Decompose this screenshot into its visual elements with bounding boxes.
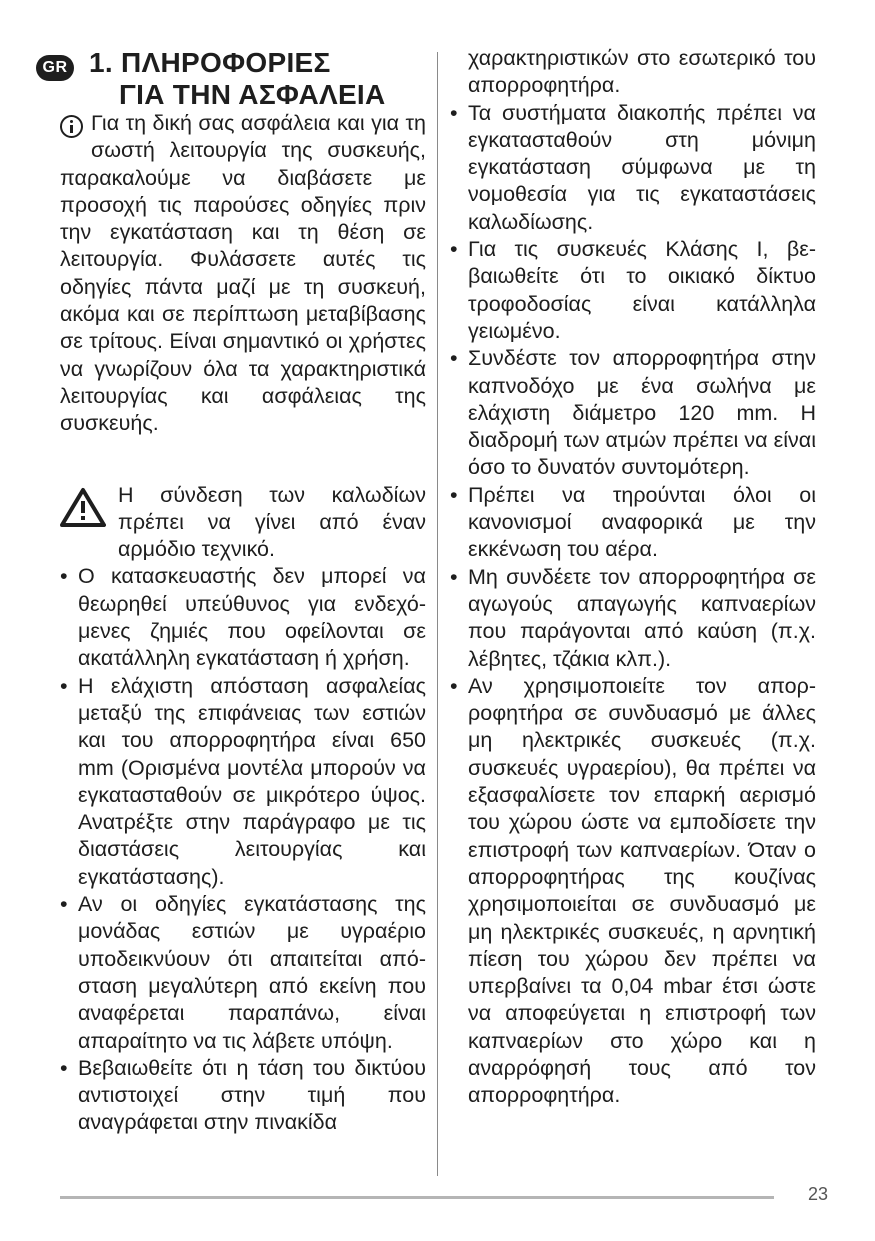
bullet: • [450, 237, 458, 262]
list-item-text: Τα συστήματα διακοπής πρέπει να εγκατασταθούν στη μόνιμη εγκατάσταση σύμφωνα με τη νομοθεσία για τις εγκαταστάσεις καλωδίωσης. [468, 100, 816, 234]
bullet: • [450, 482, 458, 507]
bullet: • [60, 564, 68, 589]
list-item-text: Η ελάχιστη απόσταση ασφαλείας μεταξύ της επιφάνειας των εστιών και του απορροφητήρα είναι 650 mm (Ορισμένα μοντέλα μπορούν να εγκατασταθούν σε μικρότερο ύψος. Ανατρέξτε στην παράγραφο με τις διαστάσεις λειτουργίας και εγκατάστασης). [78, 673, 426, 889]
language-badge: GR [36, 55, 74, 81]
bullet: • [450, 564, 458, 589]
warning-text: Η σύνδεση των καλωδίων πρέπει να γίνει από έναν αρμόδιο τεχνικό. [118, 482, 426, 562]
intro-block [60, 110, 426, 438]
list-item [450, 482, 816, 564]
section-title [89, 47, 419, 111]
list-item [60, 891, 426, 1055]
list-item [60, 563, 426, 672]
list-item [450, 236, 816, 345]
list-item [60, 1055, 426, 1137]
list-item [450, 345, 816, 481]
column-divider [437, 52, 438, 1176]
section-title-line2: ΓΙΑ ΤΗΝ ΑΣΦΑΛΕΙΑ [119, 79, 386, 110]
right-column [450, 45, 816, 1110]
list-item-text: Αν οι οδηγίες εγκατάστασης της μονάδας εστιών με υγραέριο υποδεικνύουν ότι απαιτείται απόσταση μεγαλύτερη από εκείνη που αναφέρεται παραπάνω, είναι απαραίτητο να τις λάβετε υπόψη. [78, 892, 426, 1053]
list-item-text: Πρέπει να τηρούνται όλοι οι κανονισμοί αναφορικά με την εκκένωση του αέρα. [468, 482, 816, 562]
warning-block [60, 482, 426, 564]
list-item [450, 100, 816, 236]
list-item [450, 564, 816, 673]
list-item-text: Για τις συσκευές Κλάσης I, βεβαιωθείτε ότι το οικιακό δίκτυο τροφοδοσίας είναι κατάλληλα γειωμένο. [468, 237, 816, 343]
list-item-text: Αν χρησιμοποιείτε τον απορροφητήρα σε συνδυασμό με άλλες μη ηλεκτρικές συσκευές (π.χ. συσκευές υγραερίου), θα πρέπει να εξασφαλίσετε τον επαρκή αερισμό του χώρου ώστε να εμποδίσετε την επιστροφή των καπναερίων. Όταν ο απορροφητήρας της κουζίνας χρησιμοποιείται σε συνδυασμό με μη ηλεκτρικές συσκευές, η αρνητική πίεση του χώρου δεν πρέπει να υπερβαίνει τα 0,04 mbar έτσι ώστε να αποφεύγεται η επιστροφή των καπναερίων στο χώρο και η αναρρόφησή τους από τον απορροφητήρα. [468, 673, 816, 1108]
bullet: • [60, 1055, 68, 1080]
footer-rule [60, 1196, 774, 1199]
bullet: • [60, 673, 68, 698]
intro-text: Για τη δική σας ασφάλεια και για τη σωστή λειτουργία της συσκευής, παρακαλούμε να διαβάσετε με προσοχή τις παρούσες οδηγίες πριν την εγκατάσταση και τη θέση σε λειτουργία. Φυλάσσετε αυτές τις οδηγίες πάντα μαζί με τη συσκευή, ακόμα και σε περίπτωση μεταβίβασης σε τρίτους. Είναι σημαντικό οι χρήστες να γνωρίζουν όλα τα χαρακτηριστικά λειτουργίας και ασφάλειας της συσκευής. [60, 111, 426, 436]
bullet: • [450, 673, 458, 698]
list-item-text: Μη συνδέετε τον απορροφητήρα σε αγωγούς απαγωγής καπναερίων που παράγονται από καύση (π.χ. λέβητες, τζάκια κλπ.). [468, 564, 816, 671]
info-icon [60, 115, 83, 138]
list-item [450, 673, 816, 1110]
list-item-text: Βεβαιωθείτε ότι η τάση του δικτύου αντιστοιχεί στην τιμή που αναγράφεται στην πινακίδα [78, 1055, 426, 1135]
left-column [60, 110, 426, 1137]
right-bullet-list [450, 100, 816, 1110]
list-item [60, 673, 426, 891]
list-item-text: Συνδέστε τον απορροφητήρα στην καπνοδόχο με ένα σωλήνα με ελάχιστη διάμετρο 120 mm. Η διαδρομή των ατμών πρέπει να είναι όσο το δυνατόν συντομότερη. [468, 346, 816, 480]
list-item-text: Ο κατασκευαστής δεν μπορεί να θεωρηθεί υπεύθυνος για ενδεχόμενες ζημιές που οφείλονται σε ακατάλληλη εγκατάσταση ή χρήση. [78, 564, 426, 671]
warning-triangle-icon [60, 487, 106, 527]
bullet: • [450, 346, 458, 371]
left-bullet-list [60, 563, 426, 1136]
page-number: 23 [807, 1184, 828, 1204]
section-title-line1: 1. ΠΛΗΡΟΦΟΡΙΕΣ [89, 47, 331, 78]
bullet: • [450, 100, 458, 125]
bullet: • [60, 892, 68, 917]
continuation-text: χαρακτηριστικών στο εσωτερικό του απορροφητήρα. [468, 46, 816, 98]
